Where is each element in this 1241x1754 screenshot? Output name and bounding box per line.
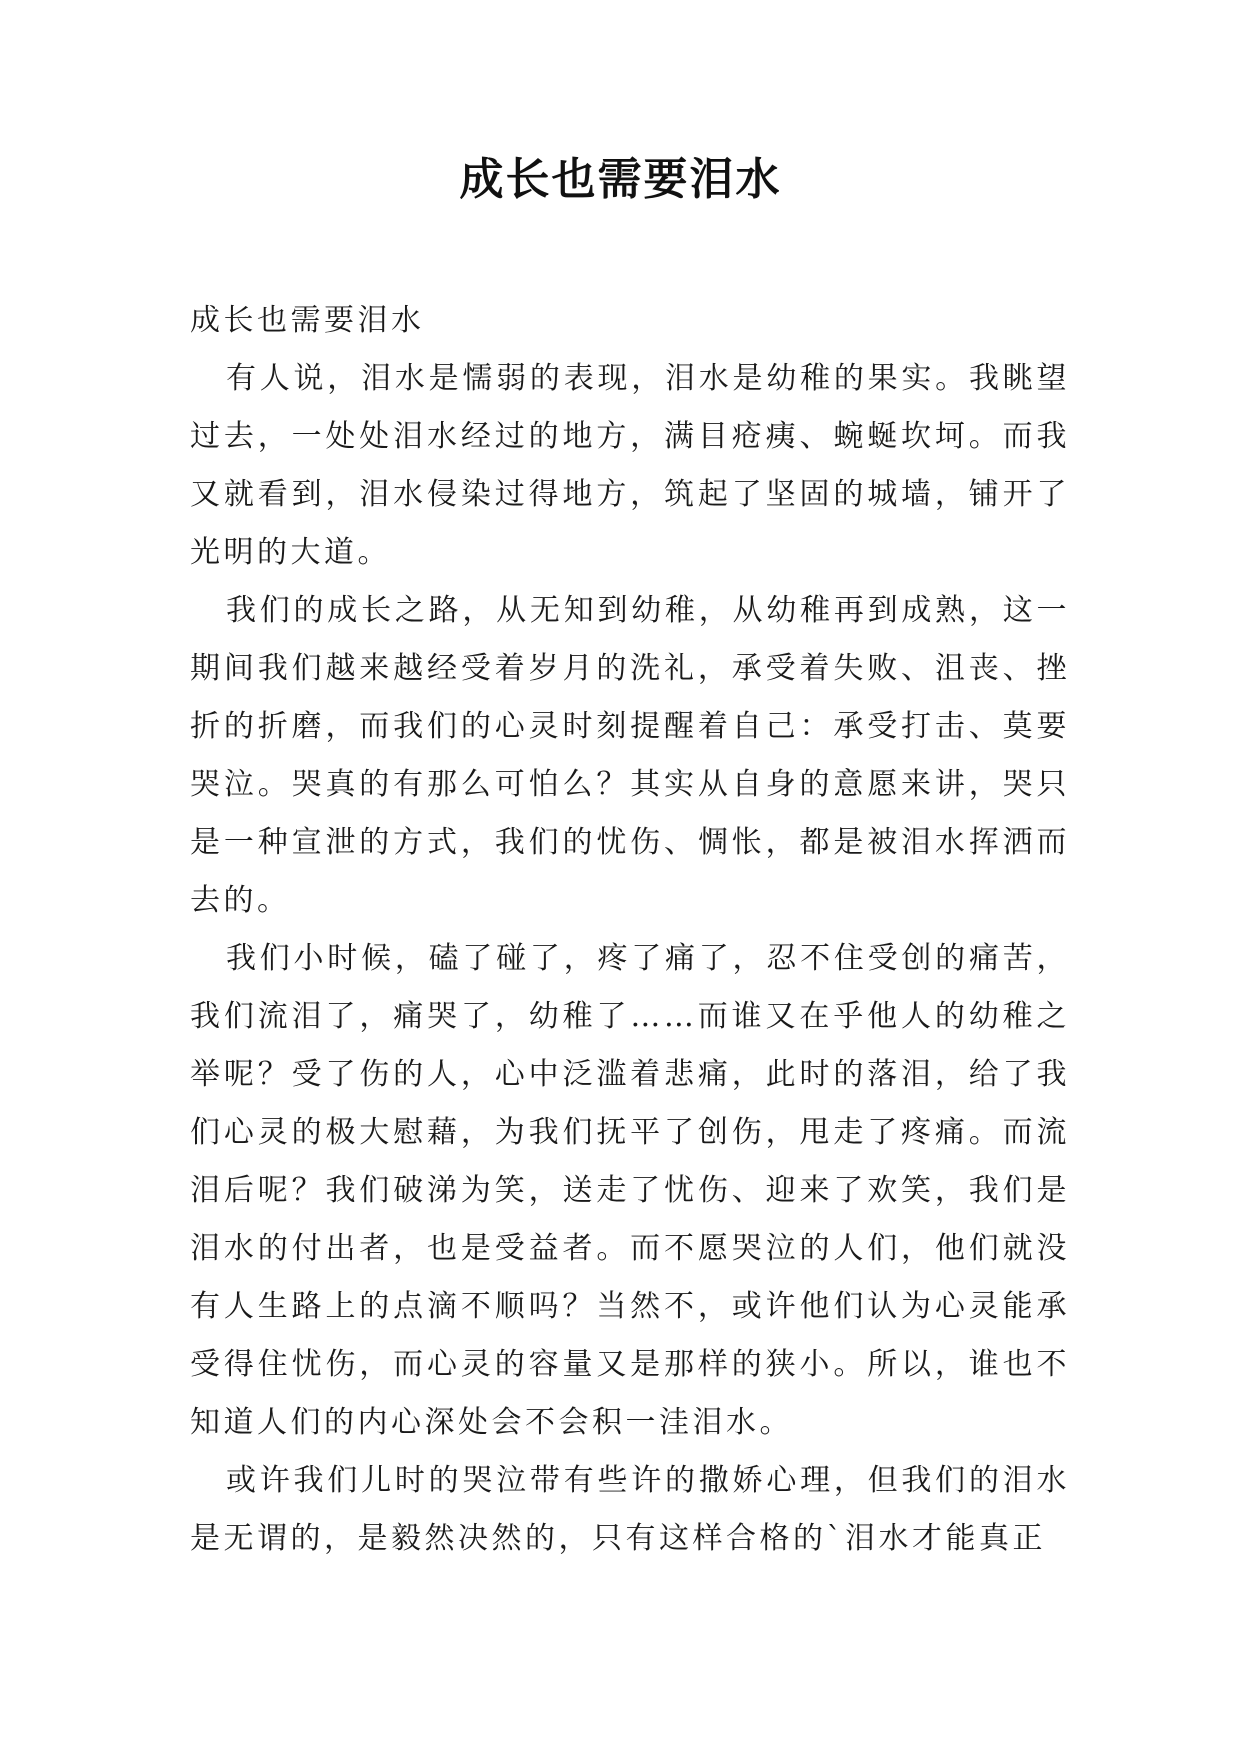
paragraph-4: 或许我们儿时的哭泣带有些许的撒娇心理，但我们的泪水是无谓的，是毅然决然的，只有这样合格的`泪水才能真正 — [190, 1463, 1070, 1556]
paragraph-3: 我们小时候，磕了碰了，疼了痛了，忍不住受创的痛苦，我们流泪了，痛哭了，幼稚了……而谁又在乎他人的幼稚之举呢？受了伤的人，心中泛滥着悲痛，此时的落泪，给了我们心灵的极大慰藉，为我们抚平了创伤，甩走了疼痛。而流泪后呢？我们破涕为笑，送走了忧伤、迎来了欢笑，我们是泪水的付出者，也是受益者。而不愿哭泣的人们，他们就没有人生路上的点滴不顺吗？当然不，或许他们认为心灵能承受得住忧伤，而心灵的容量又是那样的狭小。所以，谁也不知道人们的内心深处会不会积一洼泪水。 — [190, 941, 1070, 1440]
paragraph-1: 有人说，泪水是懦弱的表现，泪水是幼稚的果实。我眺望过去，一处处泪水经过的地方，满目疮痍、蜿蜒坎坷。而我又就看到，泪水侵染过得地方，筑起了坚固的城墙，铺开了光明的大道。 — [190, 361, 1070, 570]
document-subtitle: 成长也需要泪水 — [190, 303, 425, 338]
document-body — [190, 292, 1070, 1568]
paragraph-2: 我们的成长之路，从无知到幼稚，从幼稚再到成熟，这一期间我们越来越经受着岁月的洗礼，承受着失败、沮丧、挫折的折磨，而我们的心灵时刻提醒着自己：承受打击、莫要哭泣。哭真的有那么可怕么？其实从自身的意愿来讲，哭只是一种宣泄的方式，我们的忧伤、惆怅，都是被泪水挥洒而去的。 — [190, 593, 1070, 918]
document-title: 成长也需要泪水 — [459, 154, 782, 205]
